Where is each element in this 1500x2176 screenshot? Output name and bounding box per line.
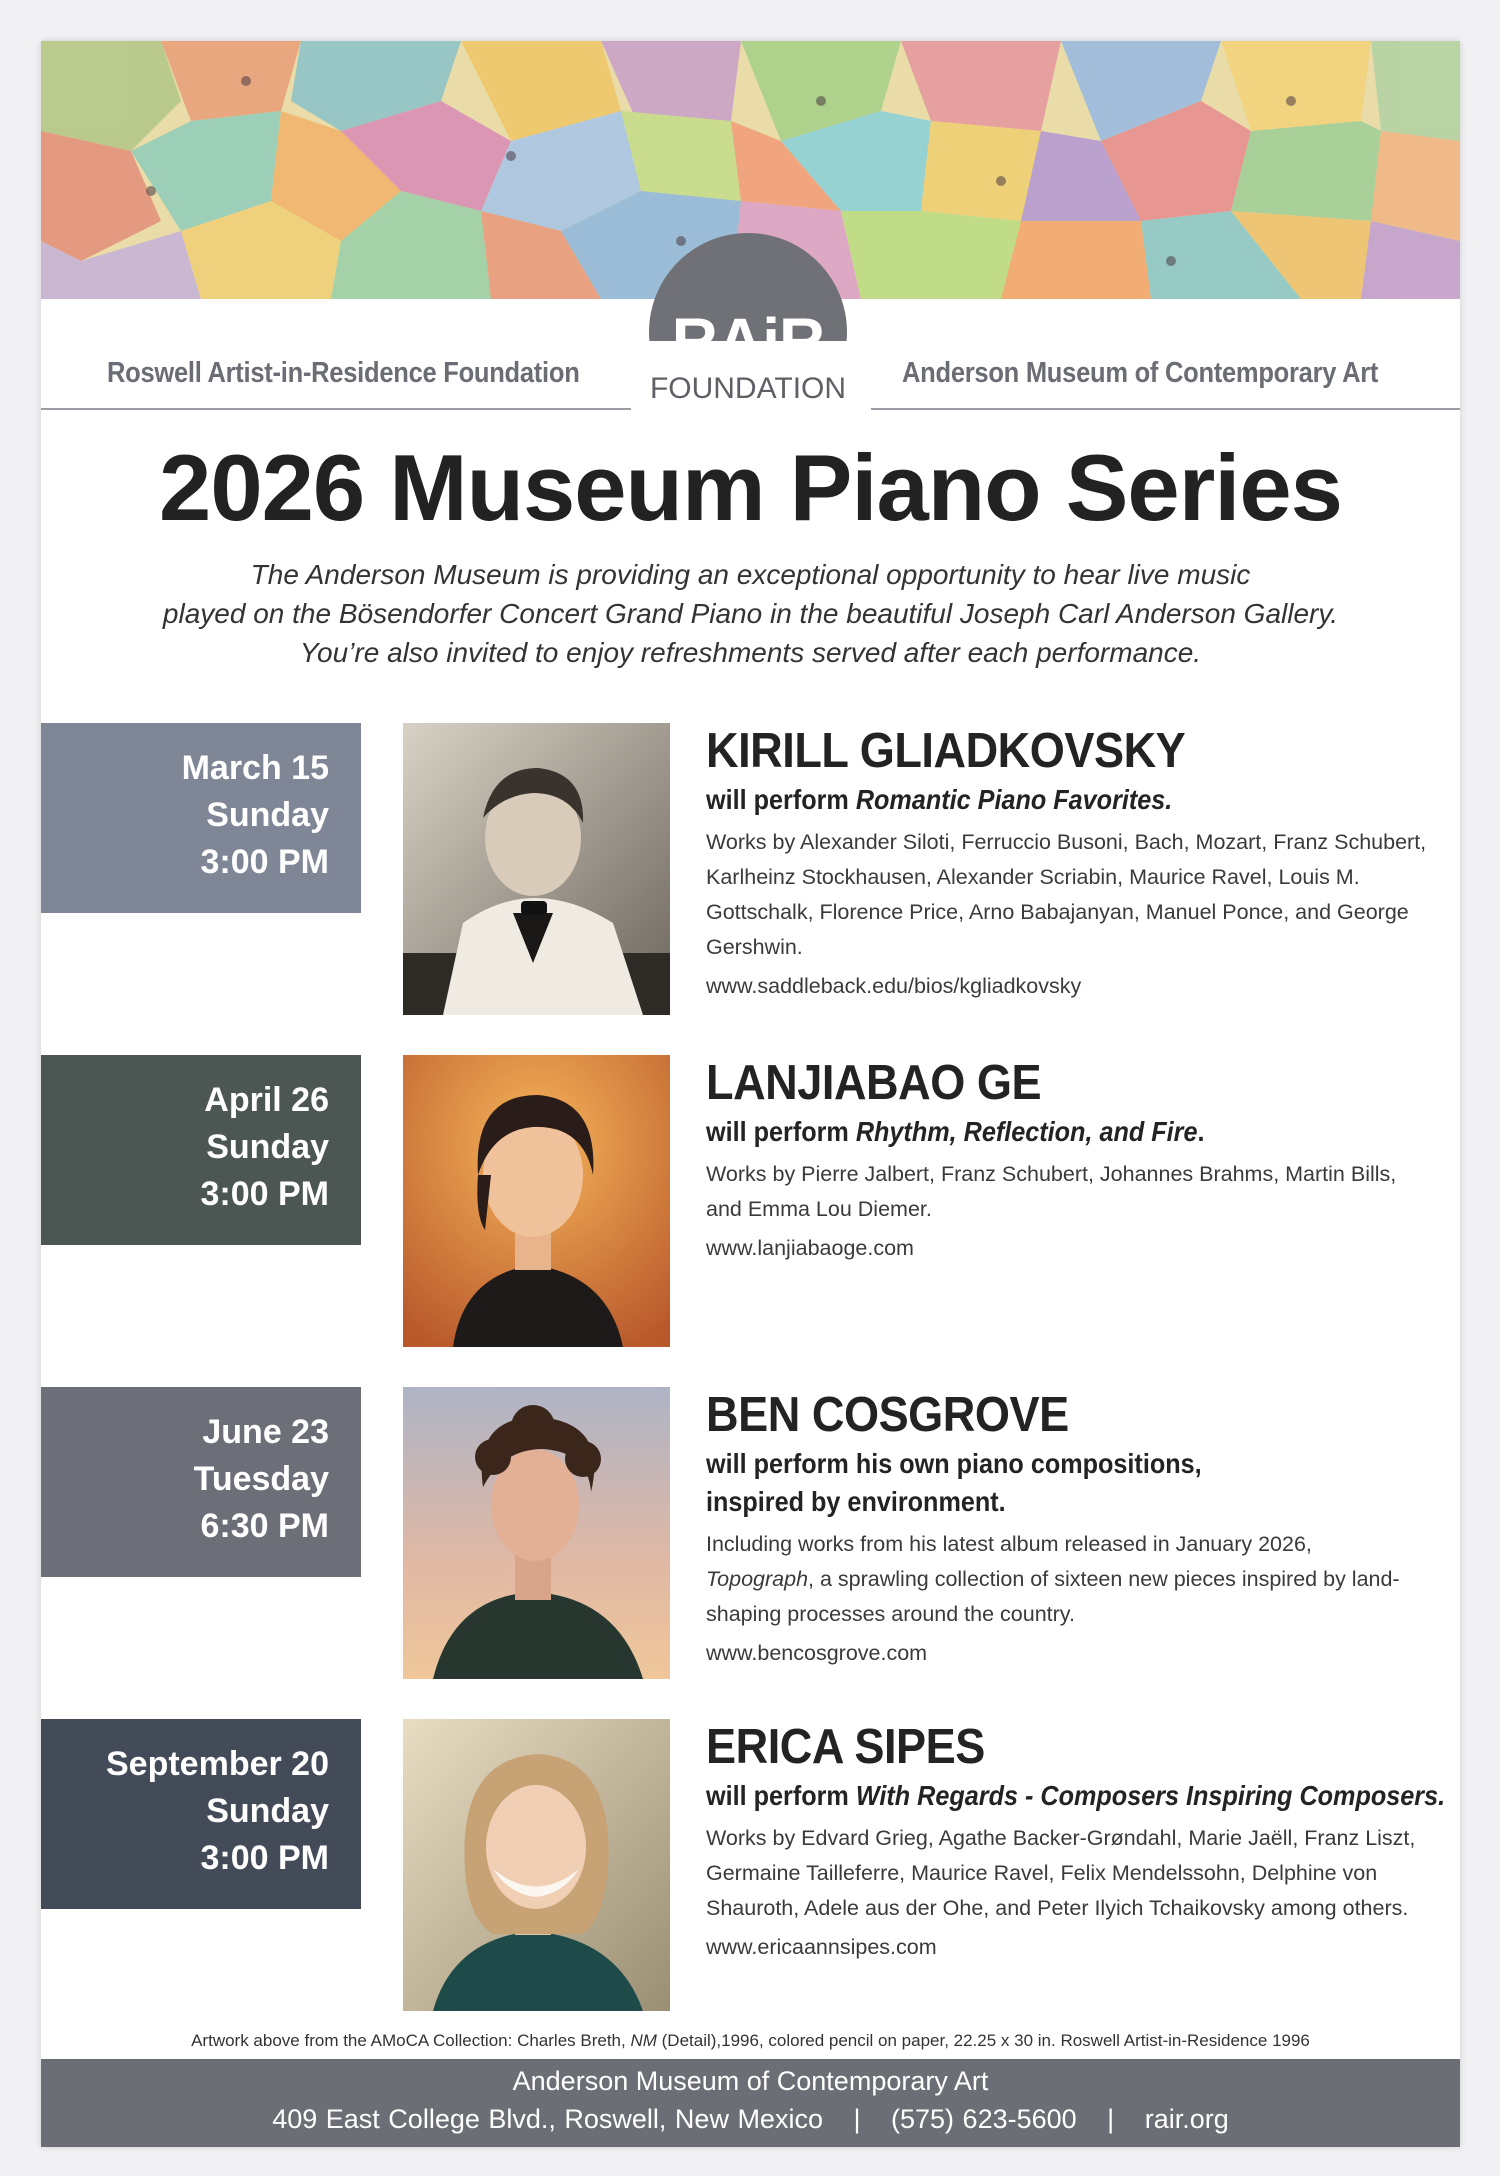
works-rest: , a sprawling collection of sixteen new pieces inspired by land-shaping processes around the country. [706,1567,1400,1626]
org-left-name: Roswell Artist-in-Residence Foundation [107,357,580,389]
footer-phone[interactable]: (575) 623-5600 [891,2104,1077,2134]
performer-photo [403,1719,670,2011]
performance-title [706,1777,1446,1815]
time-label: 3:00 PM [200,1175,329,1213]
performer-info [706,1055,1436,1266]
footer-separator: | [853,2104,861,2134]
performer-photo [403,1387,670,1679]
intro-text [101,555,1400,672]
perform-suffix: . [1197,1116,1205,1147]
footer-museum-name: Anderson Museum of Contemporary Art [512,2066,989,2096]
divider-right [861,408,1460,410]
credit-artwork-title: NM [630,2031,657,2050]
performer-info [706,1387,1436,1671]
perform-prefix: will perform [706,1116,856,1147]
performance-title [706,781,1363,819]
footer-separator: | [1107,2104,1115,2134]
works-description: Works by Edvard Grieg, Agathe Backer-Grøndahl, Marie Jaëll, Franz Liszt, Germaine Tailleferre, Maurice Ravel, Felix Mendelssohn, Delphine von Shauroth, Adele aus der Ohe, and Peter Ilyich Tchaikovsky among others. [706,1826,1416,1920]
day-label: Tuesday [193,1460,329,1498]
performer-row [41,1719,1460,2019]
date-box [41,1719,361,1909]
works-description: Works by Alexander Siloti, Ferruccio Busoni, Bach, Mozart, Franz Schubert, Karlheinz Stockhausen, Alexander Scriabin, Maurice Ravel, Louis M. Gottschalk, Florence Price, Arno Babajanyan, Manuel Ponce, and George Gershwin. [706,830,1427,959]
performance-title-line-1: will perform his own piano compositions, [706,1448,1202,1479]
performance-title [706,1113,1363,1151]
program-title: Romantic Piano Favorites. [855,784,1173,815]
day-label: Sunday [206,1792,329,1830]
performer-row [41,1387,1460,1687]
performer-url[interactable]: www.ericaannsipes.com [706,1935,937,1959]
footer-contact [41,2099,1460,2139]
date-label: September 20 [106,1745,329,1783]
performer-name: BEN COSGROVE [706,1388,1069,1442]
day-label: Sunday [206,1128,329,1166]
performer-row [41,723,1460,1023]
intro-line-1: The Anderson Museum is providing an exceptional opportunity to hear live music [250,559,1251,590]
date-box [41,723,361,913]
rair-logo-text: RAiR [671,305,825,377]
performer-url[interactable]: www.lanjiabaoge.com [706,1236,914,1260]
date-box [41,1387,361,1577]
org-right-name: Anderson Museum of Contemporary Art [902,357,1379,389]
credit-prefix: Artwork above from the AMoCA Collection: Charles Breth, [191,2031,631,2050]
artwork-credit [41,2029,1460,2053]
time-label: 6:30 PM [200,1507,329,1545]
date-label: June 23 [202,1413,329,1451]
works-description: Works by Pierre Jalbert, Franz Schubert, Johannes Brahms, Martin Bills, and Emma Lou Diemer. [706,1162,1397,1221]
date-label: April 26 [204,1081,329,1119]
footer-bar [41,2059,1460,2147]
album-title: Topograph [706,1567,809,1591]
performer-name: KIRILL GLIADKOVSKY [706,724,1186,778]
poster-page [41,41,1460,2147]
works-description [706,1527,1436,1632]
performer-row [41,1055,1460,1355]
footer-website[interactable]: rair.org [1144,2104,1229,2134]
credit-suffix: (Detail),1996, colored pencil on paper, 22.25 x 30 in. Roswell Artist-in-Residence 1996 [656,2031,1310,2050]
performer-name: ERICA SIPES [706,1720,985,1774]
performer-info [706,1719,1446,1965]
page-title: 2026 Museum Piano Series [159,435,1342,540]
performer-photo [403,723,670,1015]
performance-title-line-2: inspired by environment. [706,1486,1006,1517]
performer-photo [403,1055,670,1347]
footer-address: 409 East College Blvd., Roswell, New Mexico [272,2104,823,2134]
program-title: Rhythm, Reflection, and Fire [855,1116,1198,1147]
intro-line-2: played on the Bösendorfer Concert Grand Piano in the beautiful Joseph Carl Anderson Gallery. [162,598,1339,629]
time-label: 3:00 PM [200,1839,329,1877]
perform-prefix: will perform [706,1780,856,1811]
program-title: With Regards - Composers Inspiring Composers. [855,1780,1446,1811]
works-prefix: Including works from his latest album released in January 2026, [706,1532,1312,1556]
intro-line-3: You’re also invited to enjoy refreshments served after each performance. [299,637,1202,668]
rair-logo-foundation: FOUNDATION [649,372,847,405]
date-box [41,1055,361,1245]
perform-prefix: will perform [706,784,856,815]
time-label: 3:00 PM [200,843,329,881]
date-label: March 15 [181,749,329,787]
performer-url[interactable]: www.bencosgrove.com [706,1641,928,1665]
divider-left [41,408,631,410]
performer-name: LANJIABAO GE [706,1056,1042,1110]
day-label: Sunday [206,796,329,834]
performer-url[interactable]: www.saddleback.edu/bios/kgliadkovsky [706,974,1082,998]
performer-info [706,723,1436,1004]
